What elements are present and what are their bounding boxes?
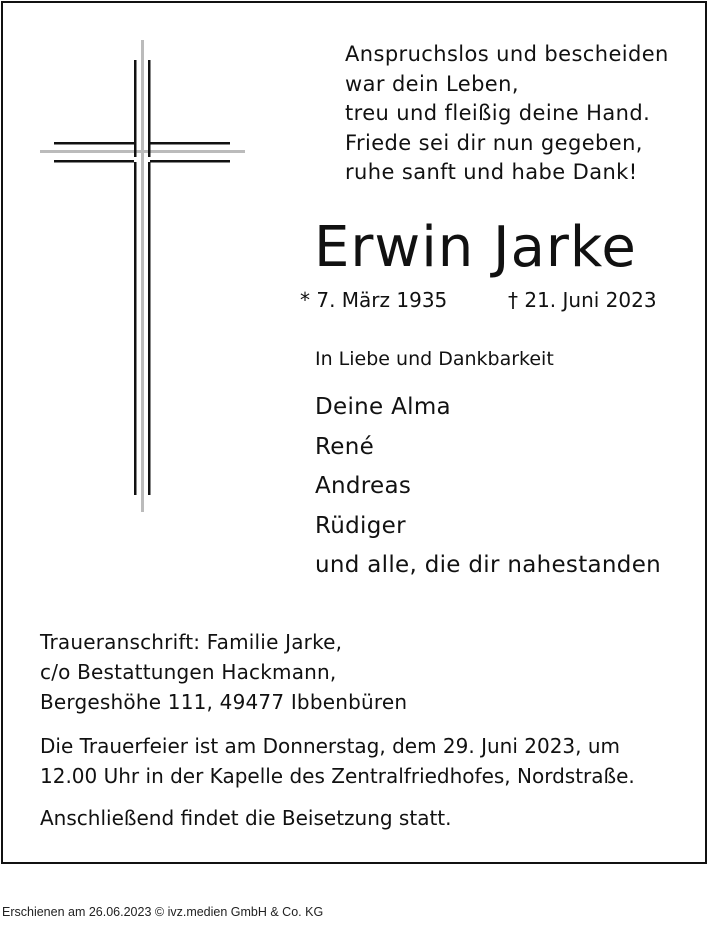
burial-info: Anschließend findet die Beisetzung statt. [40, 806, 452, 830]
mourners-list [315, 388, 661, 586]
mourner: Rüdiger [315, 512, 406, 539]
address-line: Traueranschrift: Familie Jarke, [40, 630, 343, 654]
deceased-name: Erwin Jarke [314, 215, 637, 280]
ceremony-info [40, 731, 635, 791]
poem [345, 40, 669, 188]
poem-line: ruhe sanft und habe Dank! [345, 160, 638, 184]
mourner: Deine Alma [315, 394, 451, 420]
mourner: René [315, 433, 375, 460]
publication-footer: Erschienen am 26.06.2023 © ivz.medien GmbH & Co. KG [2, 905, 324, 919]
mourning-address [40, 627, 407, 717]
cross-icon [38, 40, 248, 515]
ceremony-line: Die Trauerfeier ist am Donnerstag, dem 29. Juni 2023, um [40, 734, 621, 758]
dedication-text: In Liebe und Dankbarkeit [315, 348, 554, 370]
death-date: † 21. Juni 2023 [508, 288, 657, 312]
mourner: Andreas [315, 473, 412, 499]
ceremony-line: 12.00 Uhr in der Kapelle des Zentralfriedhofes, Nordstraße. [40, 764, 635, 788]
address-line: Bergeshöhe 111, 49477 Ibbenbüren [40, 690, 408, 714]
poem-line: treu und fleißig deine Hand. [345, 101, 651, 125]
poem-line: Friede sei dir nun gegeben, [345, 130, 643, 155]
mourner: und alle, die dir nahestanden [315, 552, 662, 578]
address-line: c/o Bestattungen Hackmann, [40, 660, 337, 684]
birth-date: * 7. März 1935 [300, 288, 448, 312]
poem-line: Anspruchslos und bescheiden [345, 42, 669, 66]
poem-line: war dein Leben, [345, 71, 519, 96]
